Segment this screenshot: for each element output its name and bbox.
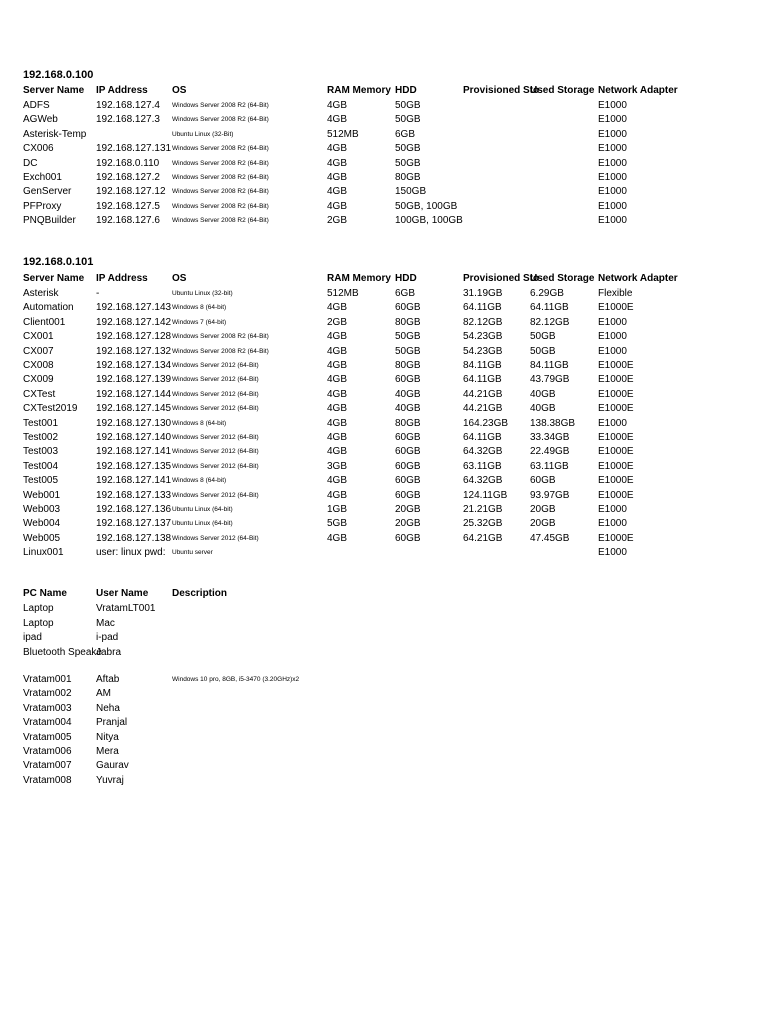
table-header-host-101 [0,272,768,286]
cell-ram-memory: 4GB [327,302,348,314]
cell-os: Ubuntu server [172,549,213,557]
cell-used-storage: 64.11GB [530,302,569,314]
cell-ip-address: 192.168.127.138 [96,532,172,544]
table-row [0,532,768,546]
cell-os: Windows Server 2012 (64-Bit) [172,491,259,499]
header-description: Description [172,588,228,599]
cell-network-adapter: E1000E [598,374,634,386]
cell-user-name: Mera [96,746,119,757]
cell-ip-address: 192.168.127.134 [96,360,172,371]
cell-server-name: CX008 [23,360,54,371]
cell-server-name: Test005 [23,475,59,487]
cell-server-name: CXTest [23,388,56,400]
cell-provisioned-storage: 21.21GB [463,504,503,515]
cell-ip-address: 192.168.127.142 [96,316,172,328]
header-os: OS [172,273,187,284]
cell-server-name: Test003 [23,446,59,458]
cell-ip-address: 192.168.127.2 [96,172,160,183]
cell-ip-address: 192.168.127.3 [96,114,160,126]
table-header-host-100 [0,84,768,98]
cell-used-storage: 138.38GB [530,417,576,429]
cell-server-name: Web003 [23,504,61,515]
cell-ip-address: 192.168.127.131 [96,143,172,155]
cell-ip-address: 192.168.127.139 [96,374,172,386]
cell-ram-memory: 2GB [327,316,348,328]
cell-user-name: Neha [96,702,120,714]
cell-server-name: Test004 [23,460,59,472]
cell-hdd: 50GB [395,331,421,343]
cell-provisioned-storage: 64.32GB [463,475,503,487]
cell-ram-memory: 512MB [327,128,359,140]
cell-ram-memory: 4GB [327,186,348,198]
cell-ram-memory: 512MB [327,288,359,299]
cell-provisioned-storage: 31.19GB [463,288,503,299]
cell-server-name: Exch001 [23,172,62,183]
cell-os: Windows Server 2008 R2 (64-Bit) [172,188,269,196]
cell-ram-memory: 5GB [327,518,348,530]
cell-ram-memory: 4GB [327,532,348,544]
cell-ip-address: 192.168.127.128 [96,331,172,343]
cell-hdd: 20GB [395,518,421,530]
table-row [0,99,768,113]
table-row [0,431,768,445]
cell-network-adapter: E1000 [598,114,627,126]
cell-ip-address: 192.168.127.135 [96,460,172,472]
cell-used-storage: 20GB [530,518,556,530]
cell-os: Windows 7 (64-bit) [172,318,227,326]
table-row [0,631,768,645]
cell-ip-address: 192.168.127.12 [96,186,166,198]
header-ram-memory: RAM Memory [327,273,391,284]
cell-ip-address: 192.168.127.144 [96,388,172,400]
cell-used-storage: 93.97GB [530,489,570,501]
section-title-host-100: 192.168.0.100 [23,69,94,81]
table-row [0,359,768,373]
cell-os: Windows 8 (64-bit) [172,419,227,427]
table-row [0,673,768,687]
cell-hdd: 50GB [395,345,421,357]
cell-ram-memory: 1GB [327,504,348,515]
header-network-adapter: Network Adapter [598,85,678,96]
cell-ip-address: 192.168.127.133 [96,489,172,501]
table-row [0,185,768,199]
cell-ram-memory: 4GB [327,100,348,111]
cell-hdd: 80GB [395,316,421,328]
cell-ram-memory: 4GB [327,388,348,400]
cell-provisioned-storage: 84.11GB [463,360,502,371]
cell-ip-address: - [96,288,100,299]
cell-network-adapter: E1000 [598,215,627,227]
cell-server-name: Test002 [23,432,59,443]
cell-user-name: Mac [96,617,115,629]
cell-network-adapter: E1000 [598,547,627,559]
cell-ip-address: 192.168.127.136 [96,504,172,515]
cell-hdd: 50GB [395,114,421,126]
cell-hdd: 60GB [395,532,421,544]
cell-network-adapter: E1000E [598,532,634,544]
table-row [0,200,768,214]
cell-hdd: 100GB, 100GB [395,215,463,227]
cell-os: Windows Server 2008 R2 (64-Bit) [172,347,269,355]
cell-ram-memory: 4GB [327,114,348,126]
cell-hdd: 50GB [395,100,421,111]
cell-hdd: 60GB [395,489,421,501]
cell-hdd: 50GB [395,157,421,169]
table-row [0,214,768,228]
cell-provisioned-storage: 44.21GB [463,403,503,415]
table-row [0,602,768,616]
cell-used-storage: 50GB [530,331,556,343]
cell-pc-name: Vratam004 [23,717,72,729]
cell-hdd: 40GB [395,388,421,400]
cell-hdd: 60GB [395,374,421,386]
cell-server-name: Client001 [23,316,66,328]
cell-user-name: Yuvraj [96,774,124,786]
cell-ram-memory: 4GB [327,143,348,155]
table-row [0,546,768,560]
table-row [0,373,768,387]
cell-pc-name: Vratam001 [23,674,72,685]
table-row [0,113,768,127]
cell-server-name: CXTest2019 [23,403,78,415]
table-row [0,287,768,301]
cell-os: Windows Server 2012 (64-Bit) [172,362,259,369]
header-provisioned-storage: Provisioned Sto [463,85,540,96]
cell-ram-memory: 4GB [327,345,348,357]
cell-provisioned-storage: 44.21GB [463,388,503,400]
table-row [0,489,768,503]
table-row [0,745,768,759]
table-row [0,646,768,660]
cell-hdd: 80GB [395,417,421,429]
header-server-name: Server Name [23,273,85,284]
cell-os: Windows Server 2008 R2 (64-Bit) [172,102,269,109]
cell-ip-address: 192.168.127.145 [96,403,172,415]
table-header-pcs [0,587,768,601]
cell-user-name: Aftab [96,674,120,685]
cell-used-storage: 82.12GB [530,316,570,328]
table-row [0,301,768,315]
cell-server-name: CX006 [23,143,54,155]
cell-server-name: Web001 [23,489,61,501]
cell-pc-name: Laptop [23,617,54,629]
cell-provisioned-storage: 64.11GB [463,432,502,443]
cell-ram-memory: 4GB [327,489,348,501]
cell-server-name: AGWeb [23,114,58,126]
cell-os: Windows Server 2012 (64-Bit) [172,434,259,441]
cell-ram-memory: 4GB [327,374,348,386]
cell-ip-address: 192.168.127.140 [96,432,172,443]
cell-user-name: Nitya [96,731,119,743]
cell-network-adapter: E1000E [598,432,634,443]
cell-server-name: Asterisk [23,288,59,299]
cell-ram-memory: 4GB [327,200,348,212]
cell-network-adapter: E1000 [598,518,627,530]
cell-server-name: DC [23,157,38,169]
cell-network-adapter: E1000E [598,489,634,501]
table-row [0,702,768,716]
cell-network-adapter: E1000E [598,475,634,487]
cell-server-name: Web005 [23,532,61,544]
cell-provisioned-storage: 164.23GB [463,417,509,429]
cell-provisioned-storage: 64.21GB [463,532,503,544]
cell-server-name: Automation [23,302,74,314]
cell-used-storage: 47.45GB [530,532,570,544]
cell-used-storage: 63.11GB [530,460,569,472]
table-row [0,731,768,745]
header-ip-address: IP Address [96,85,148,96]
cell-ram-memory: 4GB [327,331,348,343]
table-row [0,157,768,171]
cell-ram-memory: 3GB [327,460,348,472]
cell-network-adapter: E1000 [598,200,627,212]
cell-network-adapter: E1000 [598,345,627,357]
cell-pc-name: Vratam006 [23,746,72,757]
cell-provisioned-storage: 64.32GB [463,446,503,458]
header-os: OS [172,85,187,96]
header-hdd: HDD [395,85,417,96]
section-title-host-101: 192.168.0.101 [23,256,94,268]
table-row [0,402,768,416]
cell-user-name: i-pad [96,632,119,644]
cell-user-name: Gaurav [96,760,129,772]
cell-network-adapter: E1000 [598,143,627,155]
cell-ip-address: 192.168.127.132 [96,345,172,357]
cell-os: Windows Server 2008 R2 (64-Bit) [172,202,269,210]
header-hdd: HDD [395,273,417,284]
cell-used-storage: 43.79GB [530,374,570,386]
cell-ram-memory: 4GB [327,360,348,371]
cell-hdd: 60GB [395,460,421,472]
cell-server-name: PNQBuilder [23,215,76,227]
cell-network-adapter: E1000 [598,331,627,343]
cell-pc-name: Vratam002 [23,688,72,700]
table-row [0,171,768,185]
header-network-adapter: Network Adapter [598,273,678,284]
cell-ip-address: 192.168.127.4 [96,100,160,111]
cell-os: Windows Server 2012 (64-Bit) [172,390,259,398]
cell-network-adapter: E1000 [598,157,627,169]
cell-user-name: Pranjal [96,717,128,729]
cell-network-adapter: E1000E [598,460,634,472]
table-row [0,716,768,730]
header-provisioned-storage: Provisioned Sto [463,273,540,284]
cell-used-storage: 22.49GB [530,446,570,458]
cell-server-name: Web004 [23,518,61,530]
header-user-name: User Name [96,588,149,599]
cell-os: Windows 8 (64-bit) [172,304,227,312]
cell-ram-memory: 4GB [327,157,348,169]
table-row [0,128,768,142]
cell-network-adapter: E1000 [598,504,627,515]
cell-network-adapter: E1000E [598,302,634,314]
cell-os: Windows Server 2012 (64-Bit) [172,448,259,456]
cell-hdd: 150GB [395,186,427,198]
table-row [0,345,768,359]
cell-ram-memory: 4GB [327,403,348,415]
cell-os: Windows Server 2008 R2 (64-Bit) [172,217,269,225]
table-row [0,517,768,531]
cell-hdd: 50GB, 100GB [395,200,458,212]
cell-pc-name: Vratam005 [23,731,72,743]
cell-pc-name: Vratam003 [23,702,72,714]
cell-hdd: 80GB [395,360,421,371]
cell-os: Windows Server 2008 R2 (64-Bit) [172,145,269,153]
table-row [0,388,768,402]
cell-used-storage: 84.11GB [530,360,569,371]
cell-os: Windows Server 2012 (64-Bit) [172,376,259,384]
cell-provisioned-storage: 63.11GB [463,460,502,472]
cell-hdd: 60GB [395,446,421,458]
header-used-storage: Used Storage [530,273,595,284]
cell-server-name: Test001 [23,417,59,429]
cell-os: Windows Server 2012 (64-Bit) [172,534,259,542]
cell-server-name: CX001 [23,331,54,343]
cell-pc-name: Bluetooth Speake [23,646,102,658]
cell-user-name: VratamLT001 [96,603,156,614]
cell-os: Windows Server 2008 R2 (64-Bit) [172,116,269,124]
cell-network-adapter: E1000E [598,403,634,415]
cell-ip-address: 192.168.127.137 [96,518,172,530]
cell-hdd: 50GB [395,143,421,155]
cell-used-storage: 33.34GB [530,432,570,443]
cell-pc-name: Vratam008 [23,774,72,786]
cell-server-name: Asterisk-Temp [23,128,87,140]
cell-os: Ubuntu Linux (32-Bit) [172,130,234,138]
cell-ip-address: 192.168.127.141 [96,446,172,458]
cell-os: Windows Server 2012 (64-Bit) [172,405,259,413]
cell-ram-memory: 4GB [327,417,348,429]
cell-pc-name: Laptop [23,603,54,614]
cell-provisioned-storage: 82.12GB [463,316,503,328]
cell-description: Windows 10 pro, 8GB, i5-3470 (3.20GHz)x2 [172,676,300,683]
table-row [0,417,768,431]
cell-network-adapter: E1000 [598,100,627,111]
cell-os: Windows Server 2012 (64-Bit) [172,462,259,470]
header-server-name: Server Name [23,85,85,96]
table-row [0,445,768,459]
cell-ram-memory: 2GB [327,215,348,227]
cell-pc-name: Vratam007 [23,760,72,772]
cell-ip-address: 192.168.127.130 [96,417,172,429]
cell-os: Windows Server 2008 R2 (64-Bit) [172,333,269,341]
cell-network-adapter: E1000E [598,446,634,458]
cell-hdd: 60GB [395,302,421,314]
cell-network-adapter: Flexible [598,288,633,299]
cell-hdd: 6GB [395,288,416,299]
cell-server-name: GenServer [23,186,72,198]
cell-ram-memory: 4GB [327,172,348,183]
cell-ip-address: 192.168.127.143 [96,302,172,314]
cell-network-adapter: E1000 [598,186,627,198]
table-row [0,142,768,156]
cell-network-adapter: E1000E [598,360,634,371]
cell-hdd: 6GB [395,128,416,140]
cell-used-storage: 50GB [530,345,556,357]
cell-ip-address: 192.168.127.141 [96,475,172,487]
cell-os: Windows Server 2008 R2 (64-Bit) [172,174,269,181]
cell-used-storage: 40GB [530,388,556,400]
cell-server-name: ADFS [23,100,50,111]
cell-hdd: 60GB [395,432,421,443]
cell-user-name: AM [96,688,111,700]
table-row [0,617,768,631]
cell-ip-address: user: linux pwd: [96,547,166,559]
cell-provisioned-storage: 54.23GB [463,331,503,343]
table-row [0,316,768,330]
cell-network-adapter: E1000 [598,316,627,328]
cell-provisioned-storage: 54.23GB [463,345,503,357]
cell-os: Ubuntu Linux (64-bit) [172,506,233,513]
cell-used-storage: 6.29GB [530,288,564,299]
cell-server-name: Linux001 [23,547,64,559]
cell-os: Ubuntu Linux (64-bit) [172,520,233,528]
header-ip-address: IP Address [96,273,148,284]
cell-ram-memory: 4GB [327,446,348,458]
cell-hdd: 60GB [395,475,421,487]
cell-provisioned-storage: 64.11GB [463,374,502,386]
cell-network-adapter: E1000 [598,128,627,140]
header-ram-memory: RAM Memory [327,85,391,96]
cell-hdd: 80GB [395,172,421,183]
table-row [0,474,768,488]
cell-os: Ubuntu Linux (32-bit) [172,290,233,297]
cell-used-storage: 40GB [530,403,556,415]
cell-os: Windows 8 (64-bit) [172,477,227,485]
cell-network-adapter: E1000 [598,417,627,429]
cell-ip-address: 192.168.127.6 [96,215,160,227]
cell-provisioned-storage: 124.11GB [463,489,508,501]
table-row [0,503,768,517]
cell-pc-name: ipad [23,632,42,644]
cell-network-adapter: E1000E [598,388,634,400]
cell-provisioned-storage: 25.32GB [463,518,503,530]
table-row [0,330,768,344]
cell-provisioned-storage: 64.11GB [463,302,502,314]
cell-ip-address: 192.168.0.110 [96,157,160,169]
table-row [0,759,768,773]
cell-hdd: 20GB [395,504,421,515]
cell-user-name: Jabra [96,646,122,658]
cell-hdd: 40GB [395,403,421,415]
cell-server-name: CX007 [23,345,54,357]
cell-ram-memory: 4GB [327,432,348,443]
cell-server-name: PFProxy [23,200,62,212]
cell-used-storage: 20GB [530,504,556,515]
table-row [0,687,768,701]
cell-server-name: CX009 [23,374,54,386]
cell-os: Windows Server 2008 R2 (64-Bit) [172,159,269,167]
header-pc-name: PC Name [23,588,67,599]
cell-network-adapter: E1000 [598,172,627,183]
table-row [0,460,768,474]
table-row [0,774,768,788]
cell-used-storage: 60GB [530,475,556,487]
cell-ram-memory: 4GB [327,475,348,487]
cell-ip-address: 192.168.127.5 [96,200,160,212]
header-used-storage: Used Storage [530,85,595,96]
